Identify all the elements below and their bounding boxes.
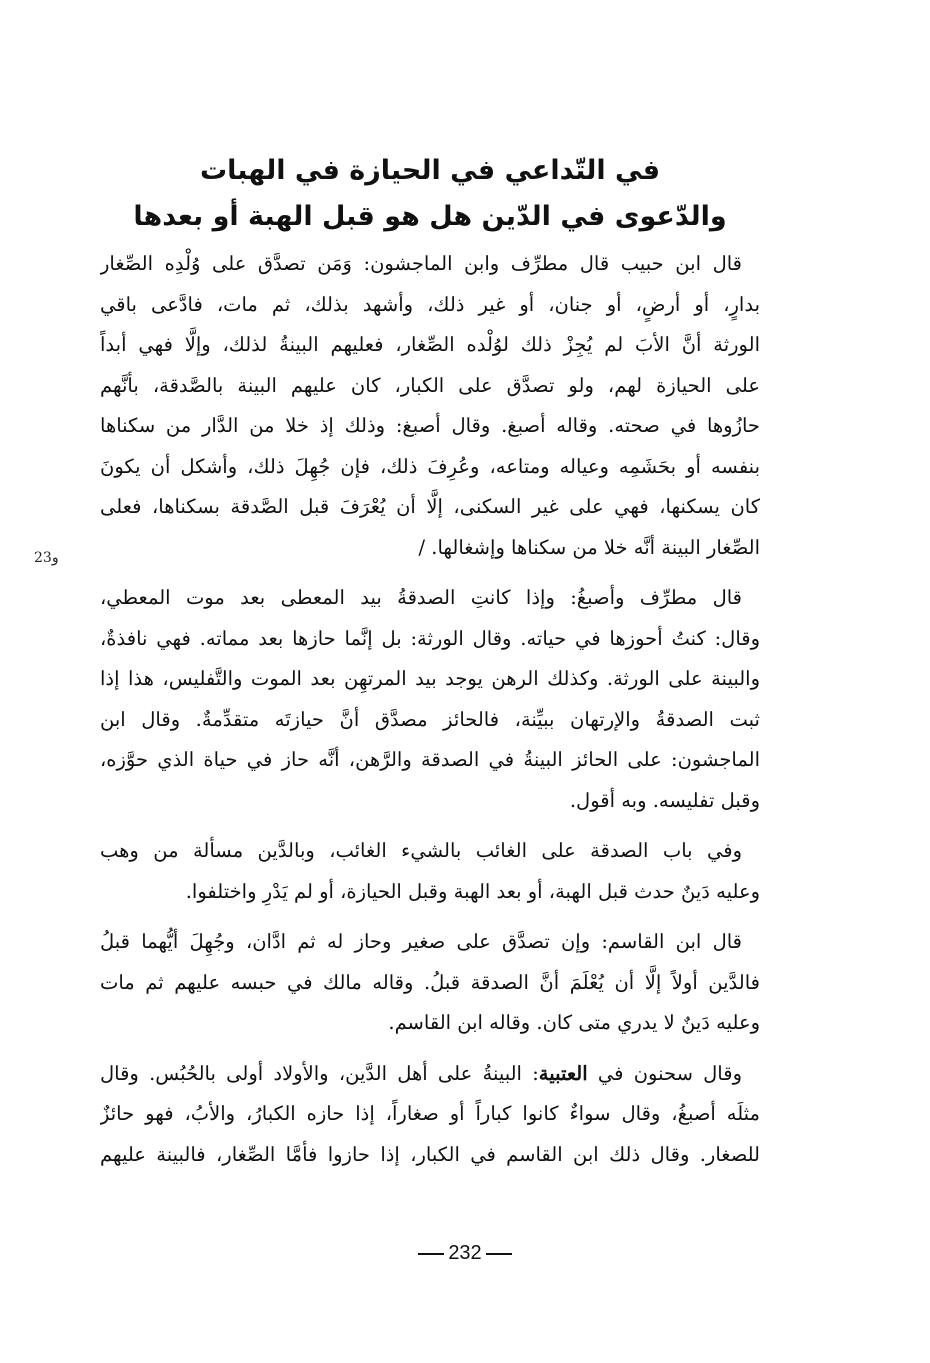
- text-line: قال مطرِّف وأصبغُ: وإذا كانتِ الصدقةُ بيد المعطى بعد موت المعطي،: [100, 586, 742, 609]
- text-line: الصِّغار البينة أنَّه خلا من سكناها وإشغالها. /: [418, 535, 760, 559]
- text-line: قال ابن القاسم: وإن تصدَّق على صغير وحاز له ثم ادَّان، وجُهِلَ أيُّهما قبلُ: [100, 930, 742, 953]
- text-line: قال ابن حبيب قال مطرِّف وابن الماجشون: وَمَن تصدَّق على وُلْدِه الصِّغار: [100, 252, 742, 275]
- text-segment: وقال سحنون في: [587, 1061, 742, 1085]
- text-line: والبينة على الورثة. وكذلك الرهن يوجد بيد المرتهِن بعد الموت والتَّفليس، هذا إذا: [100, 667, 760, 690]
- text-line: الورثة أنَّ الأبَ لم يُجِزْ ذلك لوُلْده الصِّغار، فعليهم البينةُ لذلك، وإلَّا فهي أبداً: [100, 333, 760, 356]
- text-line: فالدَّين أولاً إلَّا أن يُعْلَمَ أنَّ الصدقة قبلُ. وقاله مالك في حبسه عليهم ثم مات: [100, 970, 760, 994]
- text-line: للصغار. وقال ذلك ابن القاسم في الكبار، إذا حازوا فأمَّا الصِّغار، فالبينة عليهم: [100, 1142, 760, 1166]
- paragraph-3: [100, 831, 760, 912]
- text-line: كان يسكنها، فهي على غير السكنى، إلَّا أن يُعْرَفَ قبل الصَّدقة بسكناها، فعلى: [100, 495, 760, 518]
- text-line: وعليه دَينٌ حدث قبل الهبة، أو بعد الهبة وقبل الحيازة، أو لم يَدْرِ واختلفوا.: [185, 879, 760, 903]
- chapter-heading: [100, 148, 760, 240]
- text-line: وعليه دَينٌ لا يدري متى كان. وقاله ابن القاسم.: [388, 1011, 760, 1034]
- page-number-dash-left: [418, 1253, 444, 1255]
- text-line: بنفسه أو بحَشَمِه وعياله ومتاعه، وعُرِفَ ذلك، فإن جُهِلَ ذلك، وأشكل أن يكونَ: [100, 454, 760, 478]
- book-title-al-utbiyya: العتبية: [538, 1061, 588, 1085]
- paragraph-4: [100, 922, 760, 1044]
- page-number-value: 232: [448, 1242, 482, 1264]
- page-number: [0, 1242, 930, 1265]
- text-line: ثبت الصدقةُ والإرتهان ببيِّنة، فالحائز مصدَّق أنَّ حيازتَه متقدِّمةٌ. وقال ابن: [100, 707, 760, 731]
- paragraph-2: [100, 578, 760, 821]
- text-line: وقال: كنتُ أحوزها في حياته. وقال الورثة: بل إنَّما حازها بعد مماته. فهي نافذةٌ،: [100, 626, 760, 650]
- page-number-dash-right: [486, 1253, 512, 1255]
- text-segment: : البينةُ على أهل الدَّين، والأولاد أولى بالحُبُس. وقال: [100, 1061, 539, 1085]
- text-line: وقبل تفليسه. وبه أقول.: [569, 788, 760, 812]
- text-line: حازُوها في صحته. وقاله أصبغ. وقال أصبغ: وذلك إذ خلا من الدَّار من سكناها: [100, 414, 760, 437]
- paragraph-1: [100, 244, 760, 568]
- text-line: الماجشون: على الحائز البينةُ في الصدقة والرَّهن، أنَّه حاز في حياة الذي حوَّزه،: [100, 748, 760, 771]
- text-line: بدارٍ، أو أرضٍ، أو جنان، أو غير ذلك، وأشهد بذلك، ثم مات، فادَّعى باقي: [100, 292, 760, 316]
- body-text: [100, 244, 760, 1175]
- folio-margin-note: و23: [34, 550, 59, 566]
- text-line: مثلَه أصبغُ، وقال سواءٌ كانوا كباراً أو صغاراً، إذا حازه الكبارُ، والأبُ، فهو حائزٌ: [100, 1102, 760, 1125]
- text-line: [100, 1054, 760, 1095]
- text-line: وفي باب الصدقة على الغائب بالشيء الغائب، وبالدَّين مسألة من وهب: [100, 839, 742, 862]
- heading-line-1: في التّداعي في الحيازة في الهبات: [199, 155, 660, 186]
- heading-line-2: والدّعوى في الدّين هل هو قبل الهبة أو بعدها: [133, 201, 727, 232]
- paragraph-5: [100, 1054, 760, 1176]
- text-line: على الحيازة لهم، ولو تصدَّق على الكبار، كان عليهم البينة بالصَّدقة، بأنَّهم: [100, 373, 760, 397]
